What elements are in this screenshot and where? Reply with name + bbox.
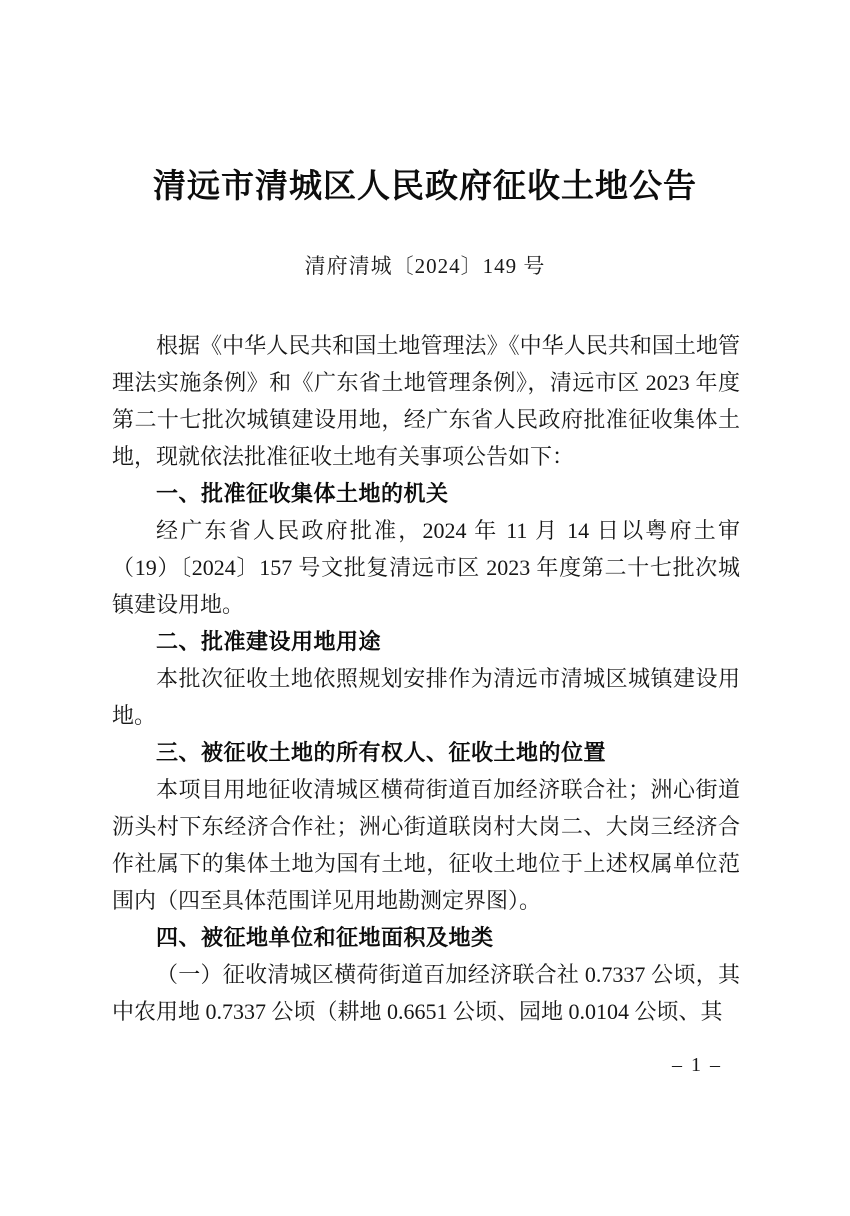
section-1-heading: 一、批准征收集体土地的机关 bbox=[156, 481, 449, 506]
section-2-heading: 二、批准建设用地用途 bbox=[156, 629, 382, 654]
section-3-paragraph: 本项目用地征收清城区横荷街道百加经济联合社；洲心街道沥头村下东经济合作社；洲心街道联岗村大岗二、大岗三经济合作社属下的集体土地为国有土地，征收土地位于上述权属单位范围内（四至具体范围详见用地勘测定界图）。 bbox=[112, 777, 740, 913]
document-body bbox=[112, 327, 740, 1030]
section-4-paragraph-1: （一）征收清城区横荷街道百加经济联合社 0.7337 公顷，其中农用地 0.7337 公顷（耕地 0.6651 公顷、园地 0.0104 公顷、其 bbox=[112, 962, 740, 1024]
document-title: 清远市清城区人民政府征收土地公告 bbox=[153, 169, 697, 205]
section-3-heading: 三、被征收土地的所有权人、征收土地的位置 bbox=[156, 740, 607, 765]
section-4-heading: 四、被征地单位和征地面积及地类 bbox=[156, 925, 494, 950]
section-2-paragraph: 本批次征收土地依照规划安排作为清远市清城区城镇建设用地。 bbox=[112, 666, 740, 728]
document-number: 清府清城〔2024〕149 号 bbox=[304, 254, 546, 278]
page-number: – 1 – bbox=[672, 1054, 722, 1076]
section-1-paragraph: 经广东省人民政府批准，2024 年 11 月 14 日以粤府土审（19）〔2024〕157 号文批复清远市区 2023 年度第二十七批次城镇建设用地。 bbox=[112, 518, 740, 617]
preamble-paragraph: 根据《中华人民共和国土地管理法》《中华人民共和国土地管理法实施条例》和《广东省土地管理条例》，清远市区 2023 年度第二十七批次城镇建设用地，经广东省人民政府批准征收集体土地，现就依法批准征收土地有关事项公告如下： bbox=[112, 333, 740, 469]
